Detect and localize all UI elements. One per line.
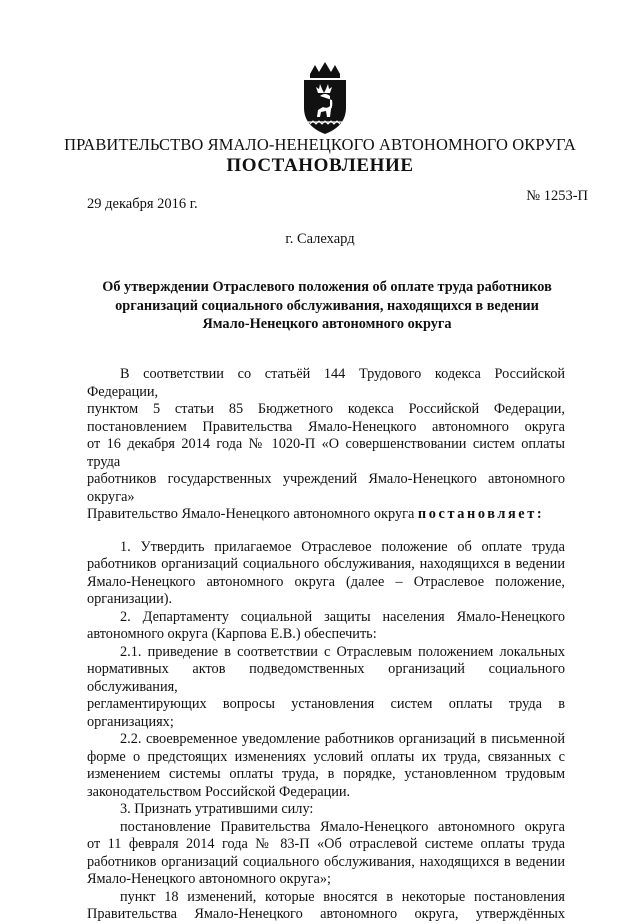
text-line: работников организаций социального обслуживания, находящихся в ведении (87, 853, 565, 870)
preamble (87, 366, 565, 524)
text-line: изменением системы оплаты труда, в порядке, установленном трудовым (87, 766, 565, 782)
text-line: от 11 февраля 2014 года № 83-П «Об отраслевой системе оплаты труда (87, 836, 565, 852)
text-line: 3. Признать утратившими силу: (120, 801, 314, 817)
subject-line: Ямало-Ненецкого автономного округа (202, 316, 452, 332)
coat-of-arms-icon (296, 60, 354, 138)
text-line: пунктом 5 статьи 85 Бюджетного кодекса Российской Федерации, (87, 401, 565, 417)
document-number: № 1253-П (526, 188, 588, 204)
item-2-1 (87, 644, 565, 732)
item-1 (87, 539, 565, 609)
document-body (87, 366, 565, 924)
text-line: В соответствии со статьёй 144 Трудового кодекса Российской Федерации, (87, 366, 565, 400)
government-title: ПРАВИТЕЛЬСТВО ЯМАЛО-НЕНЕЦКОГО АВТОНОМНОГО ОКРУГА (64, 135, 576, 154)
text-line (87, 506, 565, 524)
text-line: Ямало-Ненецкого автономного округа (далее – Отраслевое положение, (87, 573, 565, 590)
document-type: ПОСТАНОВЛЕНИЕ (226, 155, 414, 176)
document-date: 29 декабря 2016 г. (87, 196, 198, 212)
text-line: законодательством Российской Федерации. (87, 783, 351, 800)
text-line: работников государственных учреждений Ямало-Ненецкого автономного округа» (87, 471, 565, 505)
text-line: организации). (87, 591, 173, 607)
text-line: постановлением Правительства Ямало-Ненецкого автономного округа (87, 418, 565, 435)
text-line: 2. Департаменту социальной защиты населения Ямало-Ненецкого (120, 608, 565, 625)
text-line: нормативных актов подведомственных организаций социального обслуживания, (87, 661, 565, 695)
text-line: автономного округа (Карпова Е.В.) обеспечить: (87, 626, 377, 642)
text-line: регламентирующих вопросы установления систем оплаты труда в организациях; (87, 696, 565, 730)
item-2 (87, 609, 565, 644)
document-city: г. Салехард (285, 231, 355, 247)
subject-line: Об утверждении Отраслевого положения об оплате труда работников (102, 279, 552, 295)
item-3 (87, 801, 565, 924)
text-line: постановление Правительства Ямало-Ненецкого автономного округа (120, 818, 565, 835)
text-fragment: Правительство Ямало-Ненецкого автономного округа (87, 506, 415, 522)
decision-word: постановляет: (417, 506, 545, 522)
document-subject (90, 278, 564, 334)
text-line: форме о предстоящих изменениях условий оплаты их труда, связанных с (87, 748, 565, 765)
item-2-2 (87, 731, 565, 801)
text-line: от 16 декабря 2014 года № 1020-П «О совершенствовании систем оплаты труда (87, 436, 565, 470)
text-line: 2.1. приведение в соответствии с Отраслевым положением локальных (120, 643, 565, 660)
text-line: 2.2. своевременное уведомление работников организаций в письменной (120, 731, 565, 747)
text-line: Правительства Ямало-Ненецкого автономного округа, утверждённых (87, 906, 565, 922)
text-line: пункт 18 изменений, которые вносятся в некоторые постановления (120, 888, 565, 905)
subject-line: организаций социального обслуживания, находящихся в ведении (115, 297, 539, 314)
text-line: работников организаций социального обслуживания, находящихся в ведении (87, 556, 565, 572)
text-line: 1. Утвердить прилагаемое Отраслевое положение об оплате труда (120, 538, 565, 555)
text-line: Ямало-Ненецкого автономного округа»; (87, 871, 332, 887)
